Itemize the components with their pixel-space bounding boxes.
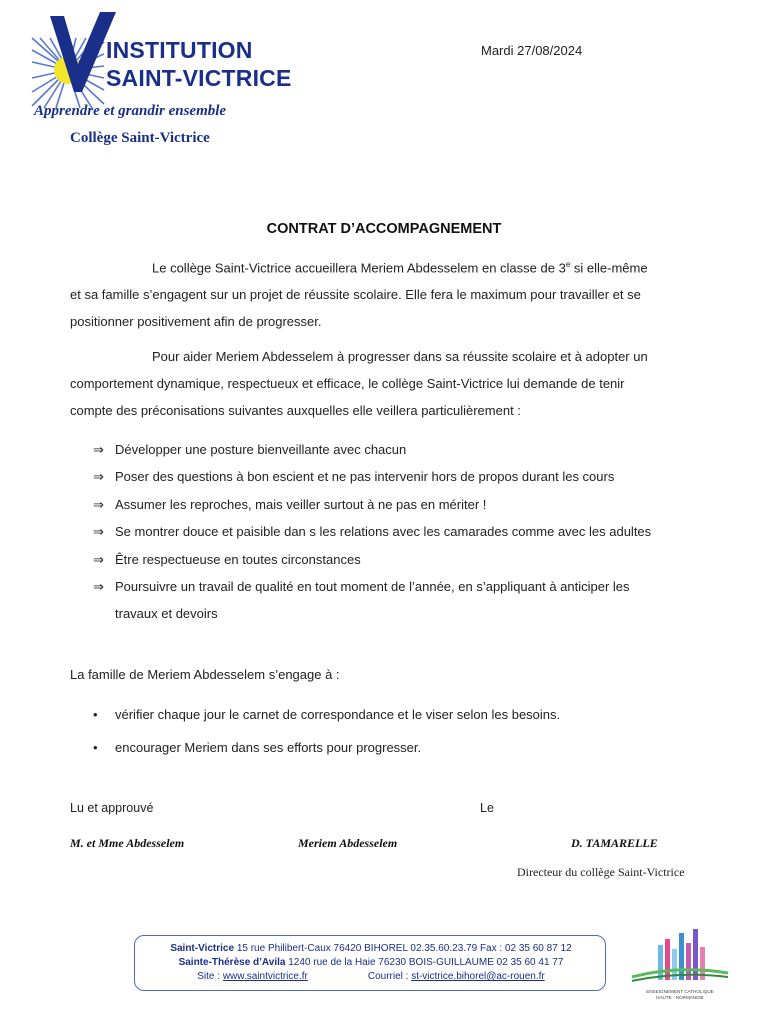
arrow-icon: ⇒ [93, 497, 104, 512]
email-label: Courriel : [367, 971, 412, 982]
footer-address-1: 15 rue Philibert-Caux 76420 BIHOREL 02.35.60.23.79 Fax : 02 35 60 87 12 [234, 943, 572, 954]
para1-line1: Le collège Saint-Victrice accueillera Meriem Abdesselem en classe de 3 [152, 260, 566, 276]
footer-line-1 [134, 943, 608, 954]
para2-line1: Pour aider Meriem Abdesselem à progresser dans sa réussite scolaire et à adopter un [152, 349, 648, 364]
recommendation-text: Développer une posture bienveillante avec chacun [115, 442, 407, 457]
lu-approuve: Lu et approuvé [70, 801, 154, 815]
footer-address-2: 1240 rue de la Haie 76230 BOIS-GUILLAUME 02 35 60 41 77 [285, 957, 564, 968]
director-title: Directeur du collège Saint-Victrice [517, 865, 685, 879]
list-item-continuation: travaux et devoirs [115, 606, 218, 621]
family-intro: La famille de Meriem Abdesselem s’engage à : [70, 667, 340, 682]
arrow-icon: ⇒ [93, 469, 104, 484]
commitment-text: encourager Meriem dans ses efforts pour progresser. [115, 740, 422, 755]
document-title: CONTRAT D’ACCOMPAGNEMENT [266, 221, 502, 237]
bullet-icon: • [93, 707, 98, 722]
email-link[interactable]: st-victrice.bihorel@ac-rouen.fr [411, 971, 545, 982]
para1-line3: positionner positivement afin de progresser. [70, 314, 322, 330]
list-item [93, 573, 715, 600]
list-item [93, 740, 421, 755]
recommendation-text: Assumer les reproches, mais veiller surtout à ne pas en mériter ! [115, 497, 487, 512]
list-item [93, 463, 715, 490]
arrow-icon: ⇒ [93, 579, 104, 594]
le-label: Le [480, 801, 494, 815]
para2-line2: comportement dynamique, respectueux et efficace, le collège Saint-Victrice lui demande de tenir [70, 376, 625, 391]
para1-line2: et sa famille s’engagent sur un projet de réussite scolaire. Elle fera le maximum pour travailler et se [70, 287, 641, 303]
signature-student: Meriem Abdesselem [298, 836, 398, 850]
ec-logo-line1: ENSEIGNEMENT CATHOLIQUE [646, 989, 714, 994]
tagline: Apprendre et grandir ensemble [34, 103, 227, 119]
institution-name [106, 36, 292, 92]
enseignement-catholique-logo [628, 925, 733, 1010]
commitment-text: vérifier chaque jour le carnet de correspondance et le viser selon les besoins. [115, 707, 561, 722]
arrow-icon: ⇒ [93, 442, 104, 457]
para1-sup: e [565, 260, 571, 269]
recommendation-text: Poursuivre un travail de qualité en tout moment de l’année, en s’appliquant à anticiper les [115, 579, 630, 594]
signature-director: D. TAMARELLE [571, 836, 658, 850]
para1-line1-end: si elle-même [570, 260, 648, 276]
college-name: Collège Saint-Victrice [70, 130, 210, 146]
recommendation-text: Se montrer douce et paisible dan s les relations avec les camarades comme avec les adultes [115, 524, 652, 539]
recommendation-text: Poser des questions à bon escient et ne pas intervenir hors de propos durant les cours [115, 469, 615, 484]
signature-parents: M. et Mme Abdesselem [70, 836, 185, 850]
list-item [93, 707, 560, 722]
list-item [93, 518, 715, 545]
recommendation-text: Être respectueuse en toutes circonstances [115, 552, 361, 567]
ec-logo-line2: HAUTE - NORMANDIE [656, 995, 704, 1000]
institution-line1: INSTITUTION [106, 37, 253, 63]
institution-line2: SAINT-VICTRICE [106, 65, 292, 91]
list-item [93, 546, 715, 573]
site-label: Site : [197, 971, 223, 982]
footer-school-1: Saint-Victrice [170, 943, 235, 954]
paragraph-help [70, 343, 710, 424]
arrow-icon: ⇒ [93, 552, 104, 567]
website-link[interactable]: www.saintvictrice.fr [222, 971, 308, 982]
list-item [93, 436, 715, 463]
bullet-icon: • [93, 740, 98, 755]
footer-line-2 [134, 957, 608, 968]
footer-line-3 [134, 971, 608, 982]
arrow-icon: ⇒ [93, 524, 104, 539]
list-item [93, 491, 715, 518]
document-date: Mardi 27/08/2024 [481, 43, 583, 58]
para2-line3: compte des préconisations suivantes auxquelles elle veillera particulièrement : [70, 403, 521, 418]
paragraph-intro [70, 251, 710, 335]
footer-school-2: Sainte-Thérèse d’Avila [178, 957, 286, 968]
